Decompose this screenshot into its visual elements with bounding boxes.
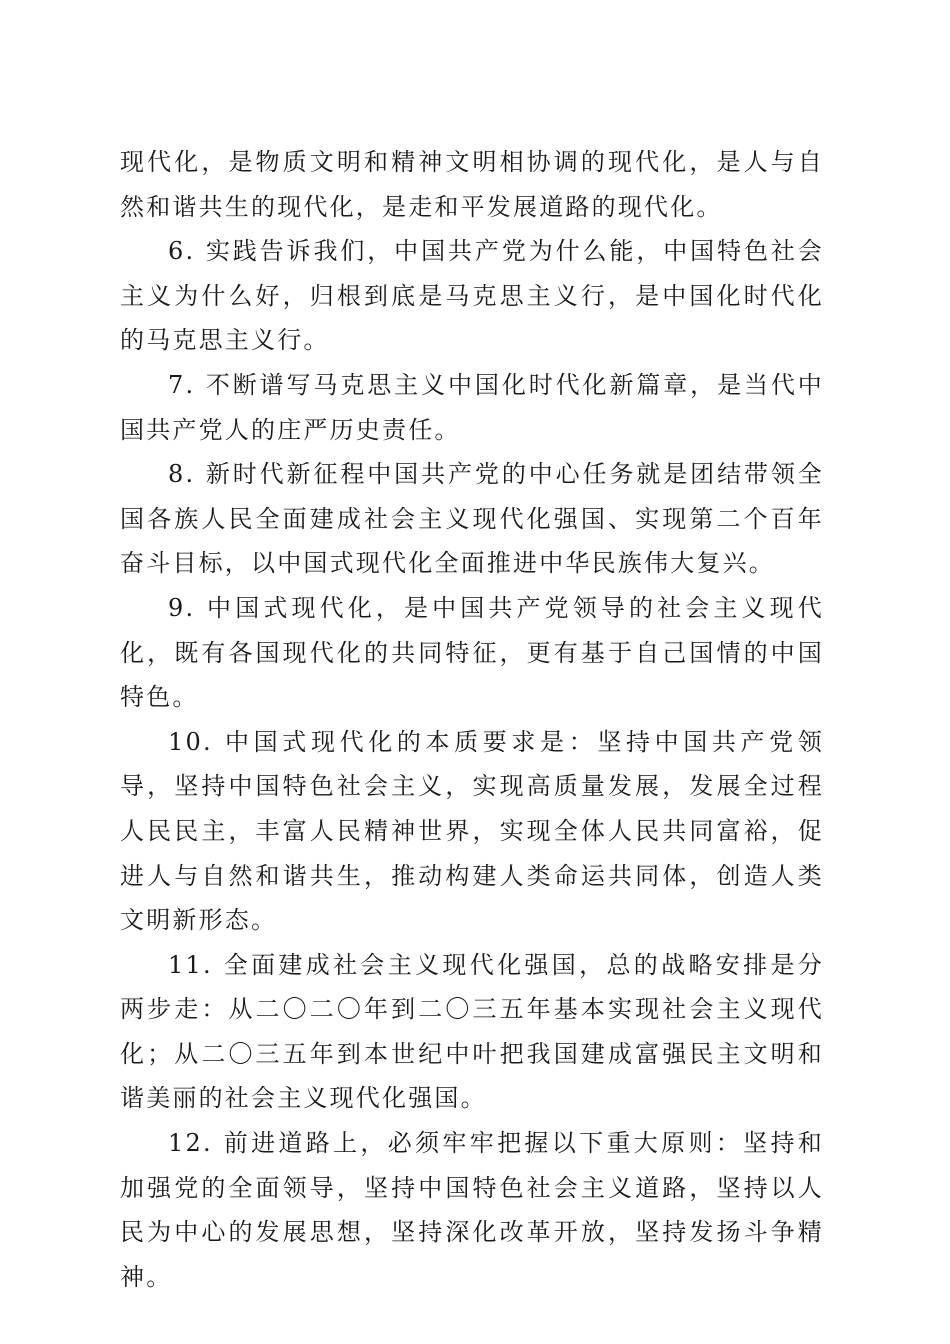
paragraph-item-9: 9. 中国式现代化，是中国共产党领导的社会主义现代化，既有各国现代化的共同特征，更有基于自己国情的中国特色。 bbox=[120, 593, 824, 712]
paragraph-item-11: 11. 全面建成社会主义现代化强国，总的战略安排是分两步走：从二〇二〇年到二〇三五年基本实现社会主义现代化；从二〇三五年到本世纪中叶把我国建成富强民主文明和谐美丽的社会主义现代化强国。 bbox=[120, 950, 824, 1113]
document-body bbox=[120, 140, 824, 1299]
paragraph-continuation: 现代化，是物质文明和精神文明相协调的现代化，是人与自然和谐共生的现代化，是走和平发展道路的现代化。 bbox=[120, 148, 824, 221]
paragraph-item-7: 7. 不断谱写马克思主义中国化时代化新篇章，是当代中国共产党人的庄严历史责任。 bbox=[120, 370, 824, 444]
paragraph-item-6: 6. 实践告诉我们，中国共产党为什么能，中国特色社会主义为什么好，归根到底是马克思主义行，是中国化时代化的马克思主义行。 bbox=[120, 237, 824, 355]
paragraph-item-12: 12. 前进道路上，必须牢牢把握以下重大原则：坚持和加强党的全面领导，坚持中国特色社会主义道路，坚持以人民为中心的发展思想，坚持深化改革开放，坚持发扬斗争精神。 bbox=[120, 1129, 824, 1291]
paragraph-item-10: 10. 中国式现代化的本质要求是：坚持中国共产党领导，坚持中国特色社会主义，实现高质量发展，发展全过程人民民主，丰富人民精神世界，实现全体人民共同富裕，促进人与自然和谐共生，推动构建人类命运共同体，创造人类文明新形态。 bbox=[120, 727, 824, 935]
paragraph-item-8: 8. 新时代新征程中国共产党的中心任务就是团结带领全国各族人民全面建成社会主义现代化强国、实现第二个百年奋斗目标，以中国式现代化全面推进中华民族伟大复兴。 bbox=[120, 460, 824, 578]
